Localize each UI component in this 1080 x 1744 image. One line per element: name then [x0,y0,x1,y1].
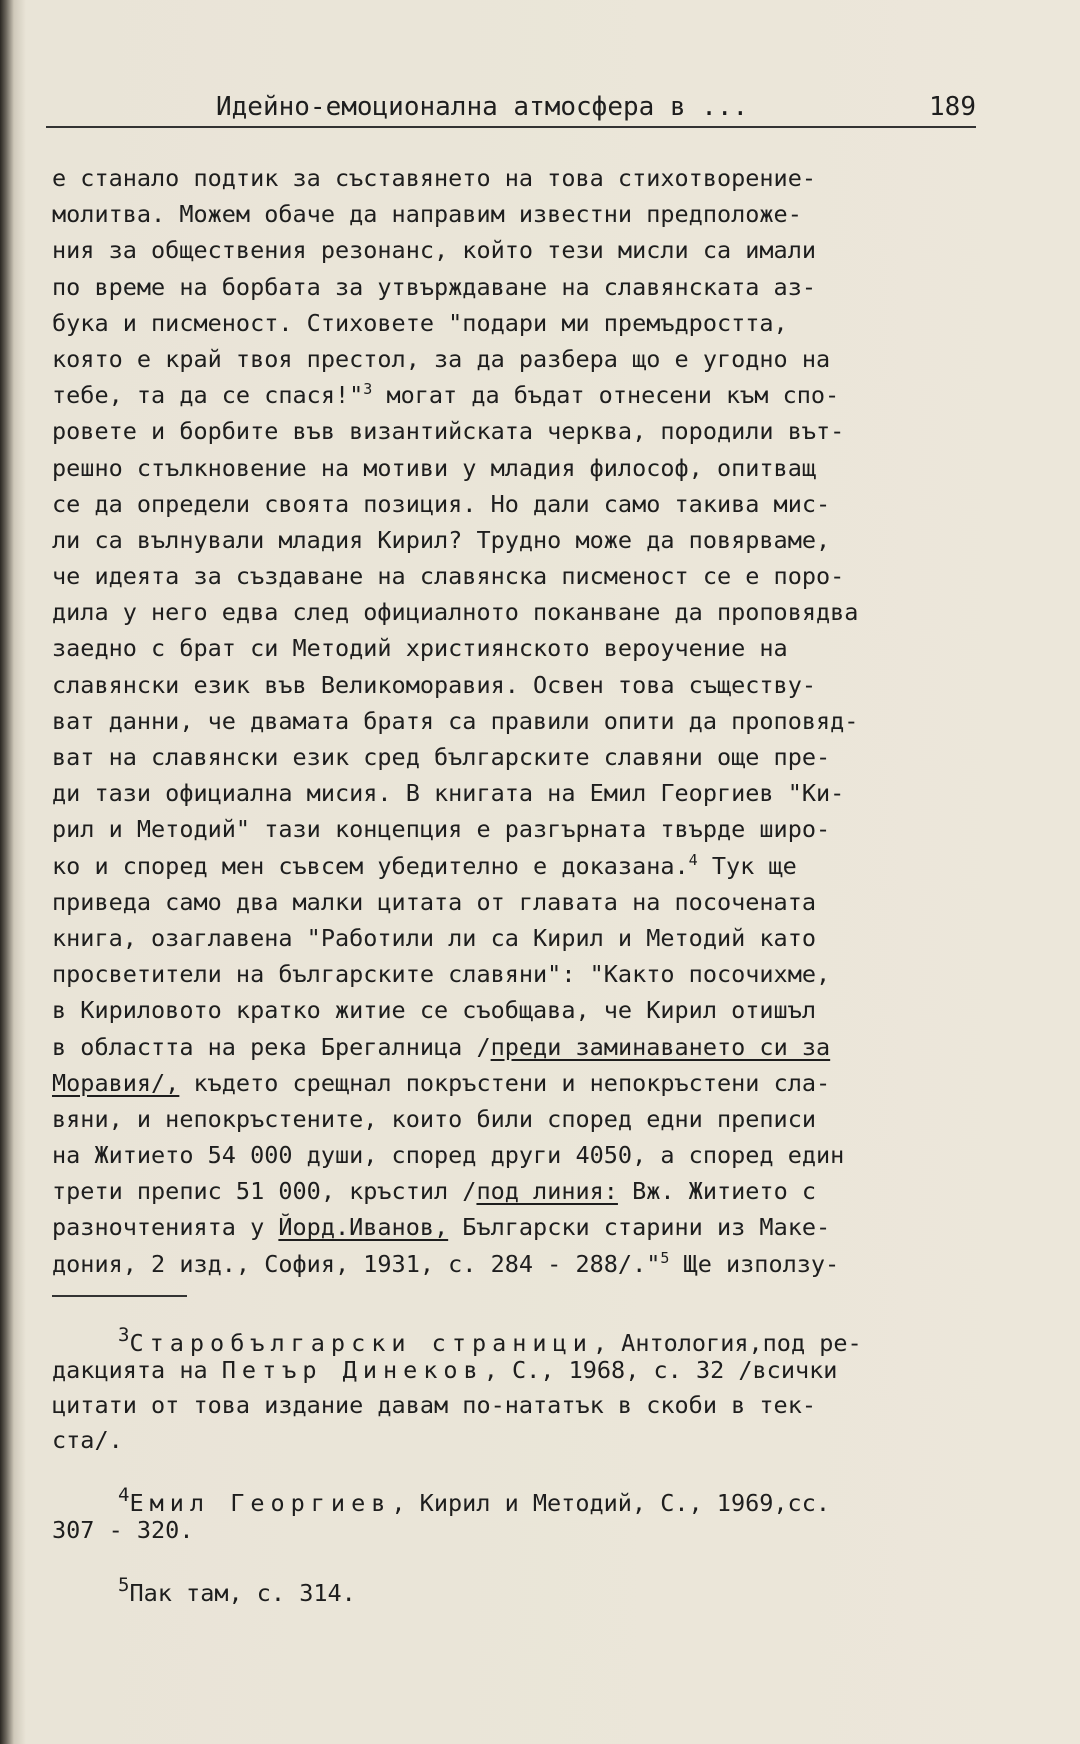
text-segment: , Антология,под ре- [592,1329,862,1357]
footnotes [52,1318,982,1623]
text-line: която е край твоя престол, за да разбера що е угодно на [52,344,831,373]
text-line: ния за обществения резонанс, който тези мисли са имали [52,236,817,265]
footnote-line [52,1478,982,1517]
footnote-divider [52,1295,187,1297]
text-line [52,848,982,884]
text-line: по време на борбата за утвърждаване на славянската аз- [52,272,817,301]
text-segment: разночтенията у [52,1213,279,1242]
text-line: ли са вълнували младия Кирил? Трудно може да повярваме, [52,525,831,554]
text-line [52,1173,982,1209]
text-segment: дакцията на [52,1356,222,1384]
text-line: ровете и борбите във византийската черква, породили вът- [52,417,845,446]
text-line [52,1209,982,1245]
footnote-ref: 5 [660,1248,670,1267]
text-line: решно стълкновение на мотиви у младия философ, опитващ [52,453,817,482]
spaced-name: Емил Георгиев [129,1489,392,1517]
text-line: просветители на българските славяни": "Както посочихме, [52,960,831,989]
text-line: ди тази официална мисия. В книгата на Емил Георгиев "Ки- [52,779,845,808]
page-header [46,92,976,128]
footnote-number: 4 [118,1484,130,1506]
text-line: ват данни, че двамата братя са правили опити да проповяд- [52,706,859,735]
text-line: ват на славянски език сред българските славяни още пре- [52,743,831,771]
underlined-text: преди заминаването си за [490,1032,831,1061]
text-line [52,1029,982,1065]
text-line: в Кириловото кратко житие се съобщава, че Кирил отишъл [52,996,817,1025]
spaced-name: Петър Динеков [221,1356,484,1384]
text-segment: Вж. Житието с [617,1177,817,1206]
text-line [52,377,982,413]
text-segment: тебе, та да се спася!" [52,381,364,410]
footnote-line [52,1318,982,1357]
text-segment: трети препис 51 000, кръстил / [52,1177,477,1206]
underlined-text: Моравия/, [52,1068,180,1097]
page-number: 189 [929,92,976,122]
text-segment: Ще използу- [669,1249,840,1278]
text-line: приведа само два малки цитата от главата на посочената [52,887,817,916]
text-segment: Български старини из Маке- [448,1213,831,1242]
footnote-line [52,1353,982,1388]
text-line: заедно с брат си Методий християнското вероучение на [52,634,788,663]
text-segment: където срещнал покръстени и непокръстени сла- [179,1068,831,1097]
text-line [52,1246,982,1282]
footnote-line [52,1568,982,1607]
text-line: вяни, и непокръстените, които били според едни преписи [52,1104,817,1133]
footnote-ref: 3 [363,380,373,399]
text-line: бука и писменост. Стиховете "подари ми премъдростта, [52,308,788,337]
text-line: молитва. Можем обаче да направим известни предположе- [52,200,802,229]
underlined-text: под линия: [476,1177,618,1206]
underlined-text: Йорд.Иванов, [278,1213,449,1242]
text-segment: в областта на река Брегалница / [52,1032,491,1061]
footnote-5 [52,1568,982,1607]
footnote-ref: 4 [688,850,698,869]
text-line: дила у него едва след официалното поканване да проповядва [52,598,859,627]
text-segment: Тук ще [697,851,797,880]
spaced-title: Старобългарски страници [129,1329,593,1357]
footnote-line: цитати от това издание давам по-нататък в скоби в тек- [52,1391,817,1419]
footnote-line: 307 - 320. [52,1516,194,1544]
text-line: рил и Методий" тази концепция е разгърната твърде широ- [52,815,831,844]
text-line: се да определи своята позиция. Но дали само такива мис- [52,489,831,518]
text-segment: могат да бъдат отнесени към спо- [372,381,840,410]
body-text [52,160,982,1282]
text-segment: дония, 2 изд., София, 1931, с. 284 - 288/." [52,1249,661,1278]
footnote-number: 5 [118,1574,130,1596]
text-segment: Пак там, с. 314. [129,1579,356,1607]
text-line: че идеята за създаване на славянска писменост се е поро- [52,562,845,591]
footnote-4 [52,1478,982,1548]
text-segment: , Кирил и Методий, С., 1969,сс. [391,1489,830,1517]
text-line [52,1065,982,1101]
text-line: на Житието 54 000 души, според други 4050, а според един [52,1141,845,1170]
running-title: Идейно-емоционална атмосфера в ... [216,92,749,122]
footnote-3 [52,1318,982,1458]
text-segment: ко и според мен съвсем убедително е доказана. [52,851,689,880]
footnote-line: ста/. [52,1426,123,1454]
footnote-number: 3 [118,1324,130,1346]
text-line: е станало подтик за съставянето на това стихотворение- [52,164,817,192]
text-segment: , С., 1968, с. 32 /всички [483,1356,838,1384]
text-line: славянски език във Великоморавия. Освен това съществу- [52,670,817,699]
text-line: книга, озаглавена "Работили ли са Кирил и Методий като [52,923,817,952]
